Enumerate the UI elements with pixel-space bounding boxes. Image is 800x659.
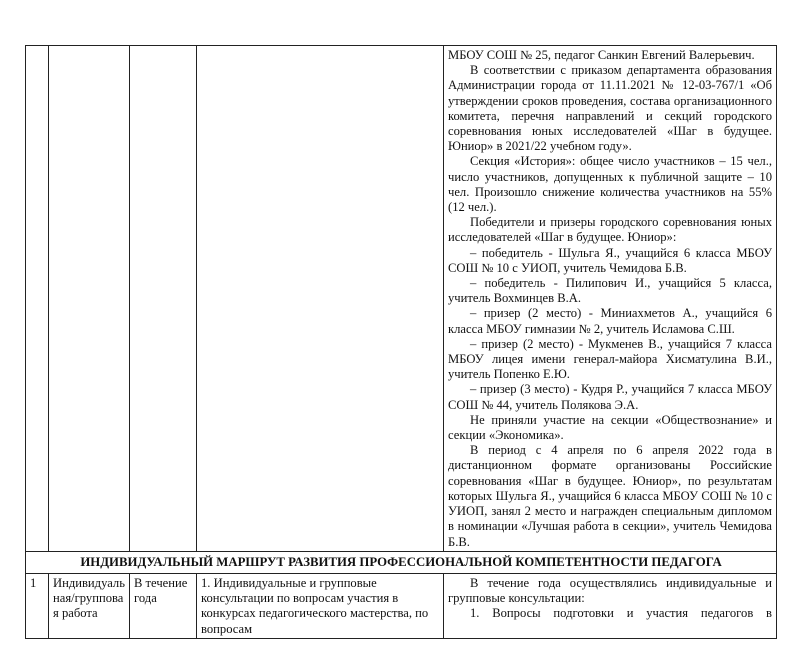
- winner-item: – победитель - Пилипович И., учащийся 5 класса, учитель Вохминцев В.А.: [448, 276, 772, 306]
- winner-item: – призер (2 место) - Мукменев В., учащийся 7 класса МБОУ лицея имени генерал-майора Хисматулина В.И., учитель Попенко Е.Ю.: [448, 336, 772, 382]
- cell-period: В течение года: [130, 574, 197, 638]
- cell-plan: [197, 46, 444, 552]
- cell-number: [26, 46, 49, 552]
- result-paragraph: Не приняли участие на секции «Обществознание» и секции «Экономика».: [448, 412, 772, 443]
- table-row: [26, 46, 777, 552]
- winner-item: – призер (3 место) - Кудря Р., учащийся 7 класса МБОУ СОШ № 44, учитель Полякова Э.А.: [448, 382, 772, 412]
- cell-result: [444, 46, 777, 552]
- result-paragraph: Секция «История»: общее число участников – 15 чел., число участников, допущенных к публичной защите – 10 чел. Произошло снижение количества участников на 55% (12 чел.).: [448, 154, 772, 215]
- section-header-table: [25, 552, 777, 574]
- cell-form: [49, 46, 130, 552]
- winner-item: – победитель - Шульга Я., учащийся 6 класса МБОУ СОШ № 10 с УИОП, учитель Чемидова Б.В.: [448, 245, 772, 275]
- cell-form: Индивидуальная/групповая работа: [49, 574, 130, 638]
- section-header: ИНДИВИДУАЛЬНЫЙ МАРШРУТ РАЗВИТИЯ ПРОФЕССИОНАЛЬНОЙ КОМПЕТЕНТНОСТИ ПЕДАГОГА: [26, 552, 777, 574]
- result-item: 1. Вопросы подготовки и участия педагогов в: [470, 606, 772, 621]
- winner-item: – призер (2 место) - Миниахметов А., учащийся 6 класса МБОУ гимназии № 2, учитель Исламова С.Ш.: [448, 306, 772, 336]
- cell-period: [130, 46, 197, 552]
- result-paragraph: Победители и призеры городского соревнования юных исследователей «Шаг в будущее. Юниор»:: [448, 215, 772, 245]
- result-paragraph: МБОУ СОШ № 25, педагог Санкин Евгений Валерьевич.: [448, 48, 755, 62]
- cell-plan: 1. Индивидуальные и групповые консультации по вопросам участия в конкурсах педагогического мастерства, по вопросам: [197, 574, 444, 638]
- route-table: [25, 574, 777, 639]
- table-row: [26, 574, 777, 638]
- result-paragraph: В течение года осуществлялись индивидуальные и групповые консультации:: [448, 575, 772, 606]
- cell-number: 1: [26, 574, 49, 638]
- result-paragraph: В соответствии с приказом департамента образования Администрации города от 11.11.2021 № 12-03-767/1 «Об утверждении сроков проведения, состава организационного комитета, перечня направлений и секций городского соревнования юных исследователей «Шаг в будущее. Юниор» в 2021/22 учебном году».: [448, 63, 772, 154]
- report-table-continued: [25, 45, 777, 552]
- cell-result: [444, 574, 777, 638]
- result-paragraph: В период с 4 апреля по 6 апреля 2022 года в дистанционном формате организованы Российские соревнования «Шаг в будущее. Юниор», по результатам которых Шульга Я., учащийся 6 класса МБОУ СОШ № 10 с УИОП, занял 2 место и награжден специальным дипломом в номинации «Лучшая работа в секции», учитель Чемидова Б.В.: [448, 443, 772, 549]
